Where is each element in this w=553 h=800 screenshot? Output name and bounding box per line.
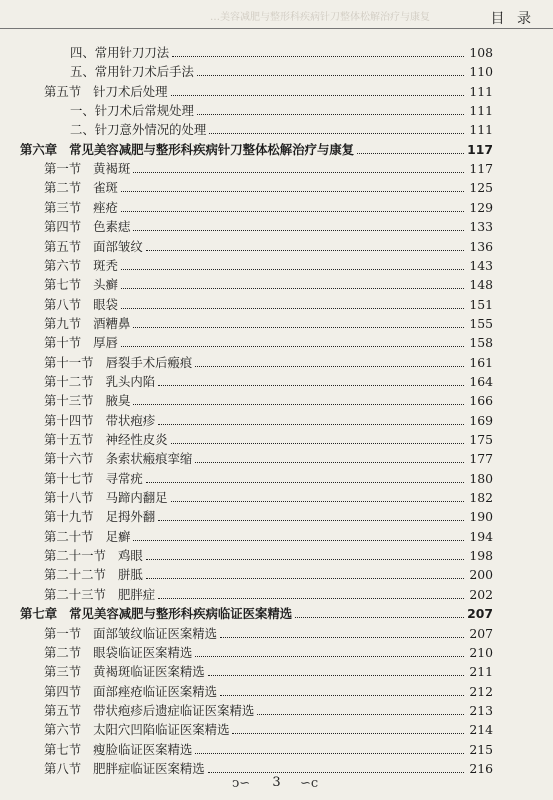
toc-entry-title xyxy=(44,663,205,681)
dot-leader xyxy=(357,153,464,154)
toc-entry-title xyxy=(44,296,118,314)
toc-entry-number: 第二十节 xyxy=(44,528,94,544)
toc-entry-number: 第十五节 xyxy=(44,432,94,447)
toc-entry-title xyxy=(44,721,229,739)
dot-leader xyxy=(195,656,464,657)
toc-entry-title xyxy=(44,528,130,546)
toc-entry-page: 136 xyxy=(469,238,493,254)
toc-entry-title xyxy=(44,179,118,197)
toc-entry-label: 痤疮 xyxy=(93,199,118,215)
toc-entry-page: 111 xyxy=(469,83,493,99)
toc-entry xyxy=(44,489,493,507)
dot-leader xyxy=(133,404,464,405)
dot-leader xyxy=(171,95,464,96)
toc-entry-number: 第五节 xyxy=(44,83,82,99)
toc-entry-page: 207 xyxy=(469,625,493,641)
toc-entry-title xyxy=(44,741,192,759)
toc-entry-label: 色素痣 xyxy=(93,219,131,235)
toc-entry-label: 腋臭 xyxy=(105,393,131,409)
dot-leader xyxy=(133,172,464,173)
toc-entry xyxy=(44,238,493,256)
toc-entry xyxy=(44,470,493,488)
toc-entry-page: 202 xyxy=(469,586,493,602)
dot-leader xyxy=(209,133,464,134)
toc-entry-number: 第二十三节 xyxy=(44,586,106,602)
toc-entry-number: 第七节 xyxy=(44,741,82,757)
dot-leader xyxy=(121,269,464,270)
dot-leader xyxy=(146,578,464,579)
toc-entry-label: 寻常疣 xyxy=(105,470,143,486)
toc-entry-page: 214 xyxy=(469,722,493,738)
toc-entry-title xyxy=(44,431,168,449)
toc-entry-page: 148 xyxy=(469,277,493,293)
toc-entry xyxy=(44,741,493,759)
toc-entry-page: 166 xyxy=(469,393,493,409)
toc-entry-label: 肥胖症临证医案精选 xyxy=(93,760,205,776)
toc-entry-title xyxy=(44,373,155,391)
toc-entry xyxy=(70,121,493,139)
toc-entry-page: 129 xyxy=(469,199,493,215)
toc-entry-title xyxy=(70,44,169,62)
toc-entry-label: 条索状瘢痕挛缩 xyxy=(105,451,193,467)
toc-entry-title xyxy=(20,141,354,159)
toc-entry-page: 213 xyxy=(469,702,493,718)
toc-entry xyxy=(44,179,493,197)
toc-entry-number: 第八节 xyxy=(44,760,82,776)
toc-entry xyxy=(44,431,493,449)
toc-entry-page: 215 xyxy=(469,741,493,757)
toc-entry-number: 第十一节 xyxy=(44,354,94,370)
dot-leader xyxy=(121,308,464,309)
toc-entry-number: 第五节 xyxy=(44,238,82,254)
toc-entry-label: 足拇外翻 xyxy=(105,509,156,525)
toc-entry-label: 鸡眼 xyxy=(117,548,143,564)
toc-entry-label: 黄褐斑临证医案精选 xyxy=(93,664,205,680)
toc-entry-label: 厚唇 xyxy=(93,335,118,351)
toc-entry-page: 212 xyxy=(469,683,493,699)
dot-leader xyxy=(158,598,464,599)
toc-entry-number: 第十四节 xyxy=(44,412,94,428)
toc-entry-title xyxy=(70,63,194,81)
dot-leader xyxy=(172,56,464,57)
toc-entry-number: 第一节 xyxy=(44,161,82,177)
toc-entry-title xyxy=(44,508,155,526)
toc-entry-page: 211 xyxy=(469,664,493,680)
toc-entry-title xyxy=(44,644,192,662)
dot-leader xyxy=(195,366,464,367)
dot-leader xyxy=(220,637,464,638)
toc-entry-page: 169 xyxy=(469,412,493,428)
toc-entry xyxy=(44,586,493,604)
toc-entry-number: 第五节 xyxy=(44,702,82,718)
toc-entry xyxy=(44,354,493,372)
toc-entry-number: 第二节 xyxy=(44,644,82,660)
toc-entry-number: 第二十二节 xyxy=(44,567,106,583)
dot-leader xyxy=(133,230,464,231)
toc-entry-page: 180 xyxy=(469,470,493,486)
dot-leader xyxy=(295,617,464,618)
toc-entry-page: 164 xyxy=(469,373,493,389)
toc-entry-page: 190 xyxy=(469,509,493,525)
toc-entry-page: 216 xyxy=(469,760,493,776)
toc-entry-label: 头癣 xyxy=(93,277,118,293)
toc-entry-number: 第十六节 xyxy=(44,451,94,467)
toc-entry xyxy=(44,218,493,236)
toc-entry-label: 二、针刀意外情况的处理 xyxy=(70,122,207,138)
toc-entry-label: 一、针刀术后常规处理 xyxy=(70,103,194,119)
toc-entry xyxy=(44,296,493,314)
dot-leader xyxy=(195,462,464,463)
toc-entry-page: 207 xyxy=(467,606,493,622)
toc-entry-title xyxy=(44,315,130,333)
toc-entry-title xyxy=(44,586,155,604)
toc-entry-label: 瘦脸临证医案精选 xyxy=(93,741,193,757)
page-number: 3 xyxy=(272,775,281,790)
toc-entry-number: 第二十一节 xyxy=(44,548,106,564)
toc-entry-title xyxy=(44,218,130,236)
toc-entry-label: 面部皱纹临证医案精选 xyxy=(93,625,218,641)
toc-entry xyxy=(44,683,493,701)
toc-entry-label: 神经性皮炎 xyxy=(105,432,168,447)
toc-entry-page: 198 xyxy=(469,548,493,564)
toc-entry-number: 第九节 xyxy=(44,315,82,331)
toc-entry xyxy=(44,257,493,275)
toc-entry xyxy=(44,315,493,333)
left-flourish-icon: ↄ∽ xyxy=(232,776,251,791)
toc-entry-label: 带状疱疹后遗症临证医案精选 xyxy=(93,702,255,718)
toc-entry xyxy=(44,566,493,584)
toc-entry xyxy=(70,63,493,81)
toc-entry-label: 斑秃 xyxy=(93,257,118,273)
dot-leader xyxy=(158,424,464,425)
toc-entry xyxy=(44,547,493,565)
dot-leader xyxy=(146,482,464,483)
toc-entry-page: 125 xyxy=(469,180,493,196)
page-header-title: 目 录 xyxy=(490,11,535,27)
toc-entry-number: 第七章 xyxy=(20,606,58,622)
toc-entry-title xyxy=(44,276,118,294)
toc-entry xyxy=(44,528,493,546)
toc-entry-label: 面部皱纹 xyxy=(93,238,143,254)
dot-leader xyxy=(197,114,464,115)
toc-entry-number: 第十节 xyxy=(44,335,82,351)
toc-entry-number: 第三节 xyxy=(44,199,82,215)
toc-entry-title xyxy=(70,121,206,139)
dot-leader xyxy=(121,288,464,289)
dot-leader xyxy=(208,675,464,676)
dot-leader xyxy=(121,211,464,212)
dot-leader xyxy=(158,385,464,386)
toc-entry xyxy=(44,160,493,178)
toc-entry-number: 第四节 xyxy=(44,683,82,699)
toc-entry-title xyxy=(44,392,130,410)
toc-entry-page: 200 xyxy=(469,567,493,583)
toc-entry-title xyxy=(44,683,217,701)
toc-entry-label: 雀斑 xyxy=(93,180,118,196)
toc-entry xyxy=(44,392,493,410)
toc-entry-page: 151 xyxy=(469,296,493,312)
toc-entry-label: 针刀术后处理 xyxy=(93,83,168,99)
toc-entry xyxy=(20,605,493,623)
toc-entry-page: 161 xyxy=(469,354,493,370)
toc-entry-label: 面部痤疮临证医案精选 xyxy=(93,683,218,699)
toc-entry-title xyxy=(44,83,168,101)
toc-entry-number: 第十八节 xyxy=(44,490,94,506)
header-faint-text: …美容减肥与整形科疾病针刀整体松解治疗与康复 xyxy=(210,12,430,23)
toc-entry-page: 117 xyxy=(467,141,493,157)
dot-leader xyxy=(158,520,464,521)
toc-entry-label: 五、常用针刀术后手法 xyxy=(70,64,194,80)
toc-entry-label: 常见美容减肥与整形科疾病针刀整体松解治疗与康复 xyxy=(69,141,355,157)
toc-entry xyxy=(44,199,493,217)
toc-entry xyxy=(44,625,493,643)
right-flourish-icon: ∽c xyxy=(300,776,319,791)
toc-entry-page: 117 xyxy=(469,161,493,177)
dot-leader xyxy=(146,250,464,251)
toc-entry-page: 210 xyxy=(469,644,493,660)
toc-entry-label: 常见美容减肥与整形科疾病临证医案精选 xyxy=(69,606,293,622)
toc-entry xyxy=(44,334,493,352)
dot-leader xyxy=(133,540,464,541)
toc-entry xyxy=(44,276,493,294)
dot-leader xyxy=(171,443,464,444)
toc-entry-label: 乳头内陷 xyxy=(105,373,156,389)
toc-entry-number: 第六节 xyxy=(44,722,82,738)
dot-leader xyxy=(121,346,464,347)
toc-entry xyxy=(44,721,493,739)
dot-leader xyxy=(197,75,464,76)
toc-entry xyxy=(44,663,493,681)
dot-leader xyxy=(195,753,464,754)
toc-entry xyxy=(70,44,493,62)
toc-entry-number: 第四节 xyxy=(44,219,82,235)
toc-entry-label: 胼胝 xyxy=(117,567,143,583)
toc-entry-title xyxy=(44,160,130,178)
toc-entry-title xyxy=(70,102,194,120)
toc-entry-title xyxy=(44,238,143,256)
toc-entry-title xyxy=(44,566,143,584)
toc-entry-label: 带状疱疹 xyxy=(105,412,156,428)
toc-entry-page: 158 xyxy=(469,335,493,351)
toc-entry xyxy=(44,412,493,430)
toc-entry-page: 133 xyxy=(469,219,493,235)
toc-entry-number: 第十二节 xyxy=(44,373,94,389)
toc-entry-number: 第十七节 xyxy=(44,470,94,486)
toc-entry xyxy=(44,83,493,101)
toc-entry-title xyxy=(44,334,118,352)
toc-entry-label: 肥胖症 xyxy=(117,586,156,602)
toc-entry-title xyxy=(44,470,143,488)
toc-entry-number: 第一节 xyxy=(44,625,82,641)
dot-leader xyxy=(146,559,464,560)
dot-leader xyxy=(257,714,464,715)
toc-entry-label: 足癣 xyxy=(105,528,131,544)
toc-entry-title xyxy=(44,489,168,507)
toc-entry-title xyxy=(44,354,192,372)
toc-entry-number: 第六章 xyxy=(20,141,58,157)
toc-entry-number: 第八节 xyxy=(44,296,82,312)
dot-leader xyxy=(232,733,464,734)
toc-entry-label: 马蹄内翻足 xyxy=(105,490,168,506)
toc-entry-page: 194 xyxy=(469,528,493,544)
toc-entry-page: 155 xyxy=(469,315,493,331)
toc-entry-number: 第十三节 xyxy=(44,393,94,409)
toc-entry-title xyxy=(44,199,118,217)
toc-entry-number: 第三节 xyxy=(44,664,82,680)
toc-entry-label: 眼袋临证医案精选 xyxy=(93,644,193,660)
toc-entry-number: 第二节 xyxy=(44,180,82,196)
toc-entry-title xyxy=(44,412,155,430)
toc-entry-title xyxy=(44,625,217,643)
toc-entry-label: 眼袋 xyxy=(93,296,118,312)
toc-entry-page: 108 xyxy=(469,45,493,60)
toc-entry-page: 111 xyxy=(469,103,493,119)
toc-entry-title xyxy=(44,257,118,275)
toc-entry-label: 黄褐斑 xyxy=(93,161,131,177)
toc-entry xyxy=(44,373,493,391)
toc-entry xyxy=(20,141,493,159)
toc-entry-page: 143 xyxy=(469,257,493,273)
toc-entry-title xyxy=(20,605,292,623)
toc-entry-label: 酒糟鼻 xyxy=(93,315,131,331)
toc-entry xyxy=(44,450,493,468)
toc-entry-title xyxy=(44,450,192,468)
toc-entry xyxy=(44,508,493,526)
toc-entry-number: 第十九节 xyxy=(44,509,94,525)
toc-entry-page: 182 xyxy=(469,490,493,506)
toc-entry-label: 四、常用针刀刀法 xyxy=(70,45,170,60)
toc-entry-number: 第七节 xyxy=(44,277,82,293)
page-footer xyxy=(0,770,553,794)
toc-entry-page: 177 xyxy=(469,451,493,467)
toc-entry xyxy=(44,644,493,662)
dot-leader xyxy=(133,327,464,328)
toc-entry xyxy=(70,102,493,120)
toc-entry xyxy=(44,702,493,720)
toc-entry-page: 110 xyxy=(469,64,493,80)
toc-entry-title xyxy=(44,702,254,720)
dot-leader xyxy=(121,191,464,192)
toc-entry-page: 175 xyxy=(469,432,493,447)
dot-leader xyxy=(220,695,464,696)
toc-entry-page: 111 xyxy=(469,122,493,138)
toc-entry-number: 第六节 xyxy=(44,257,82,273)
toc-entry-label: 太阳穴凹陷临证医案精选 xyxy=(93,722,230,738)
dot-leader xyxy=(171,501,464,502)
toc-entry-title xyxy=(44,547,143,565)
toc-entry-label: 唇裂手术后瘢痕 xyxy=(105,354,193,370)
